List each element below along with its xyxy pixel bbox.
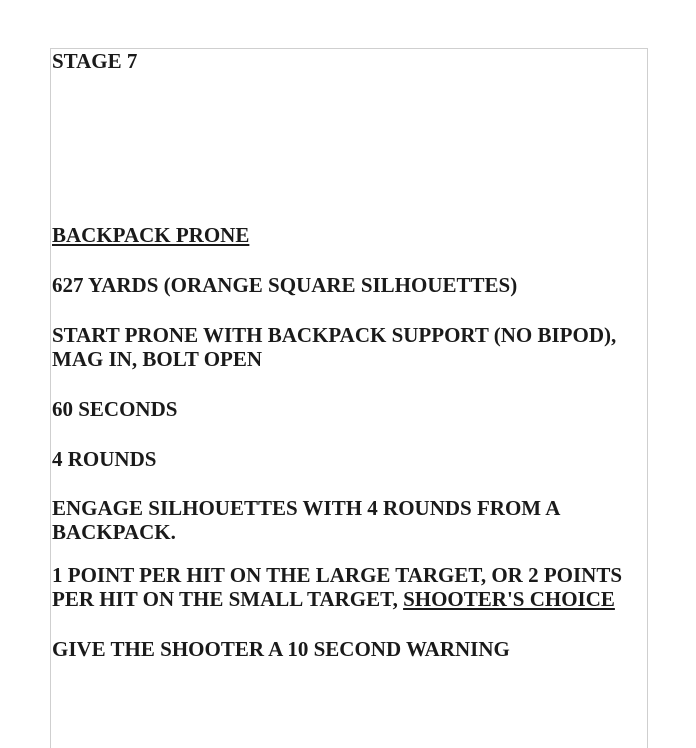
- stage-name: BACKPACK PRONE: [52, 223, 250, 247]
- scoring-line-1: 1 POINT PER HIT ON THE LARGE TARGET, OR 2 POINTS: [52, 563, 623, 587]
- start-position-line-2: MAG IN, BOLT OPEN: [52, 347, 263, 371]
- document-page: [50, 48, 648, 748]
- engage-line-2: BACKPACK.: [52, 520, 176, 544]
- stage-title: STAGE 7: [52, 49, 138, 73]
- warning-line: GIVE THE SHOOTER A 10 SECOND WARNING: [52, 637, 510, 661]
- shooters-choice: SHOOTER'S CHOICE: [403, 587, 615, 611]
- scoring-line-2: [52, 587, 615, 611]
- distance-line: 627 YARDS (ORANGE SQUARE SILHOUETTES): [52, 273, 518, 297]
- time-limit: 60 SECONDS: [52, 397, 178, 421]
- engage-line-1: ENGAGE SILHOUETTES WITH 4 ROUNDS FROM A: [52, 496, 561, 520]
- round-count: 4 ROUNDS: [52, 447, 157, 471]
- start-position-line-1: START PRONE WITH BACKPACK SUPPORT (NO BIPOD),: [52, 323, 617, 347]
- scoring-line-2-prefix: PER HIT ON THE SMALL TARGET,: [52, 587, 404, 611]
